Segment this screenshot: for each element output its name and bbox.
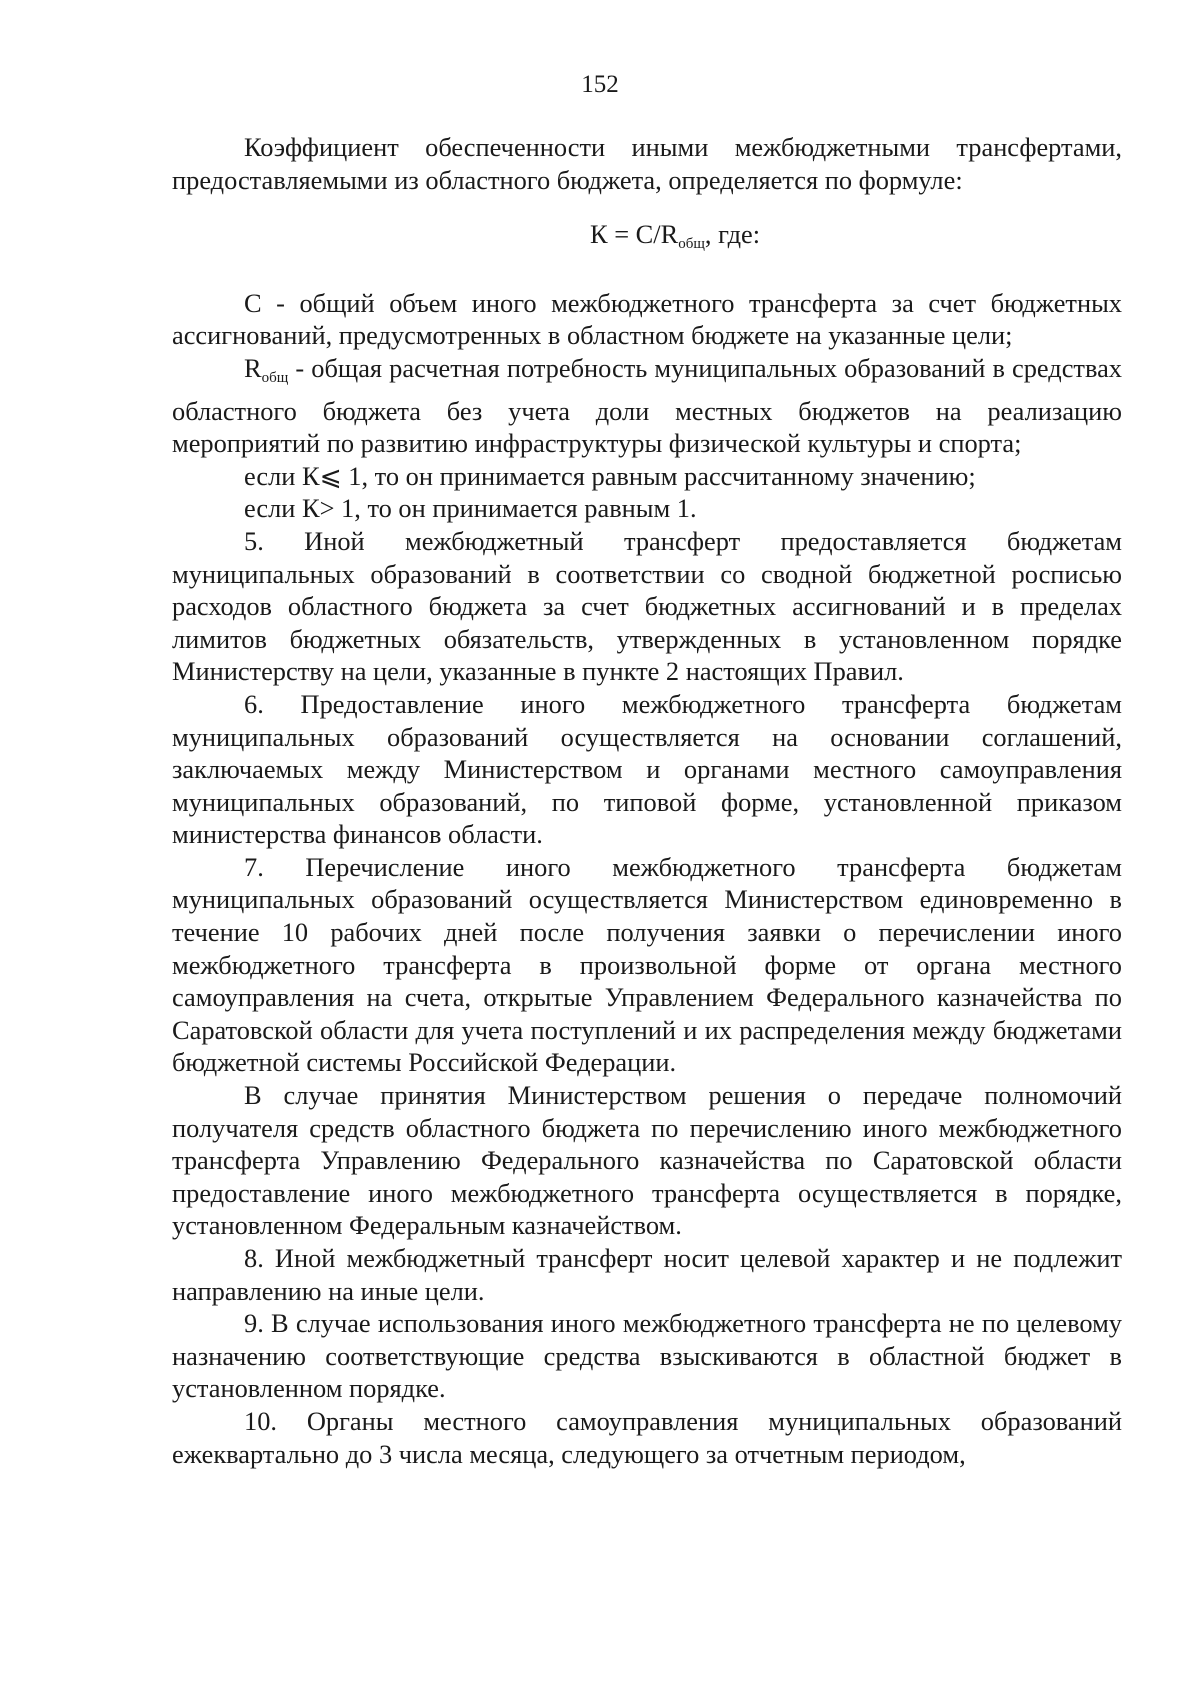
paragraph-6: 6. Предоставление иного межбюджетного трансферта бюджетам муниципальных образований осуществляется на основании соглашений, заключаемых между Министерством и органами местного самоуправления муниципальных образований, по типовой форме, установленной приказом министерства финансов области.	[172, 688, 1122, 850]
paragraph-9: 9. В случае использования иного межбюджетного трансферта не по целевому назначению соответствующие средства взыскиваются в областной бюджет в установленном порядке.	[172, 1308, 1122, 1404]
condition-1: если К⩽ 1, то он принимается равным рассчитанному значению;	[244, 460, 976, 491]
condition-2: если К> 1, то он принимается равным 1.	[244, 493, 697, 524]
formula	[172, 218, 1122, 261]
paragraph-10: 10. Органы местного самоуправления муниципальных образований ежеквартально до 3 числа месяца, следующего за отчетным периодом,	[172, 1405, 1122, 1469]
formula-subscript: общ	[678, 236, 705, 253]
document-body	[172, 131, 1122, 1470]
paragraph-7: 7. Перечисление иного межбюджетного трансферта бюджетам муниципальных образований осуществляется Министерством единовременно в течение 10 рабочих дней после получения заявки о перечислении иного межбюджетного трансферта в произвольной форме от органа местного самоуправления на счета, открытые Управлением Федерального казначейства по Саратовской области для учета поступлений и их распределения между бюджетами бюджетной системы Российской Федерации.	[172, 851, 1122, 1078]
definition-c: С - общий объем иного межбюджетного трансферта за счет бюджетных ассигнований, предусмотренных в областном бюджете на указанные цели;	[172, 287, 1122, 351]
formula-lhs: К = С/R	[590, 219, 679, 250]
definition-r-text: - общая расчетная потребность муниципальных образований в средствах областного бюджета без учета доли местных бюджетов на реализацию мероприятий по развитию инфраструктуры физической культуры и спорта;	[172, 352, 1122, 459]
definition-r	[172, 352, 1122, 460]
paragraph-8: 8. Иной межбюджетный трансферт носит целевой характер и не подлежит направлению на иные цели.	[172, 1243, 1122, 1306]
paragraph-5: 5. Иной межбюджетный трансферт предоставляется бюджетам муниципальных образований в соответствии со сводной бюджетной росписью расходов областного бюджета за счет бюджетных ассигнований и в пределах лимитов бюджетных обязательств, утвержденных в установленном порядке Министерству на цели, указанные в пункте 2 настоящих Правил.	[172, 525, 1122, 687]
definition-r-subscript: общ	[261, 369, 289, 386]
definition-r-symbol: R	[244, 352, 262, 383]
paragraph-7-continuation: В случае принятия Министерством решения о передаче полномочий получателя средств областного бюджета по перечислению иного межбюджетного трансферта Управлению Федерального казначейства по Саратовской области предоставление иного межбюджетного трансферта осуществляется в порядке, установленном Федеральным казначейством.	[172, 1080, 1122, 1241]
page-number: 152	[581, 71, 619, 98]
intro-paragraph: Коэффициент обеспеченности иными межбюджетными трансфертами, предоставляемыми из областного бюджета, определяется по формуле:	[172, 132, 1122, 195]
formula-rhs: , где:	[704, 219, 761, 250]
